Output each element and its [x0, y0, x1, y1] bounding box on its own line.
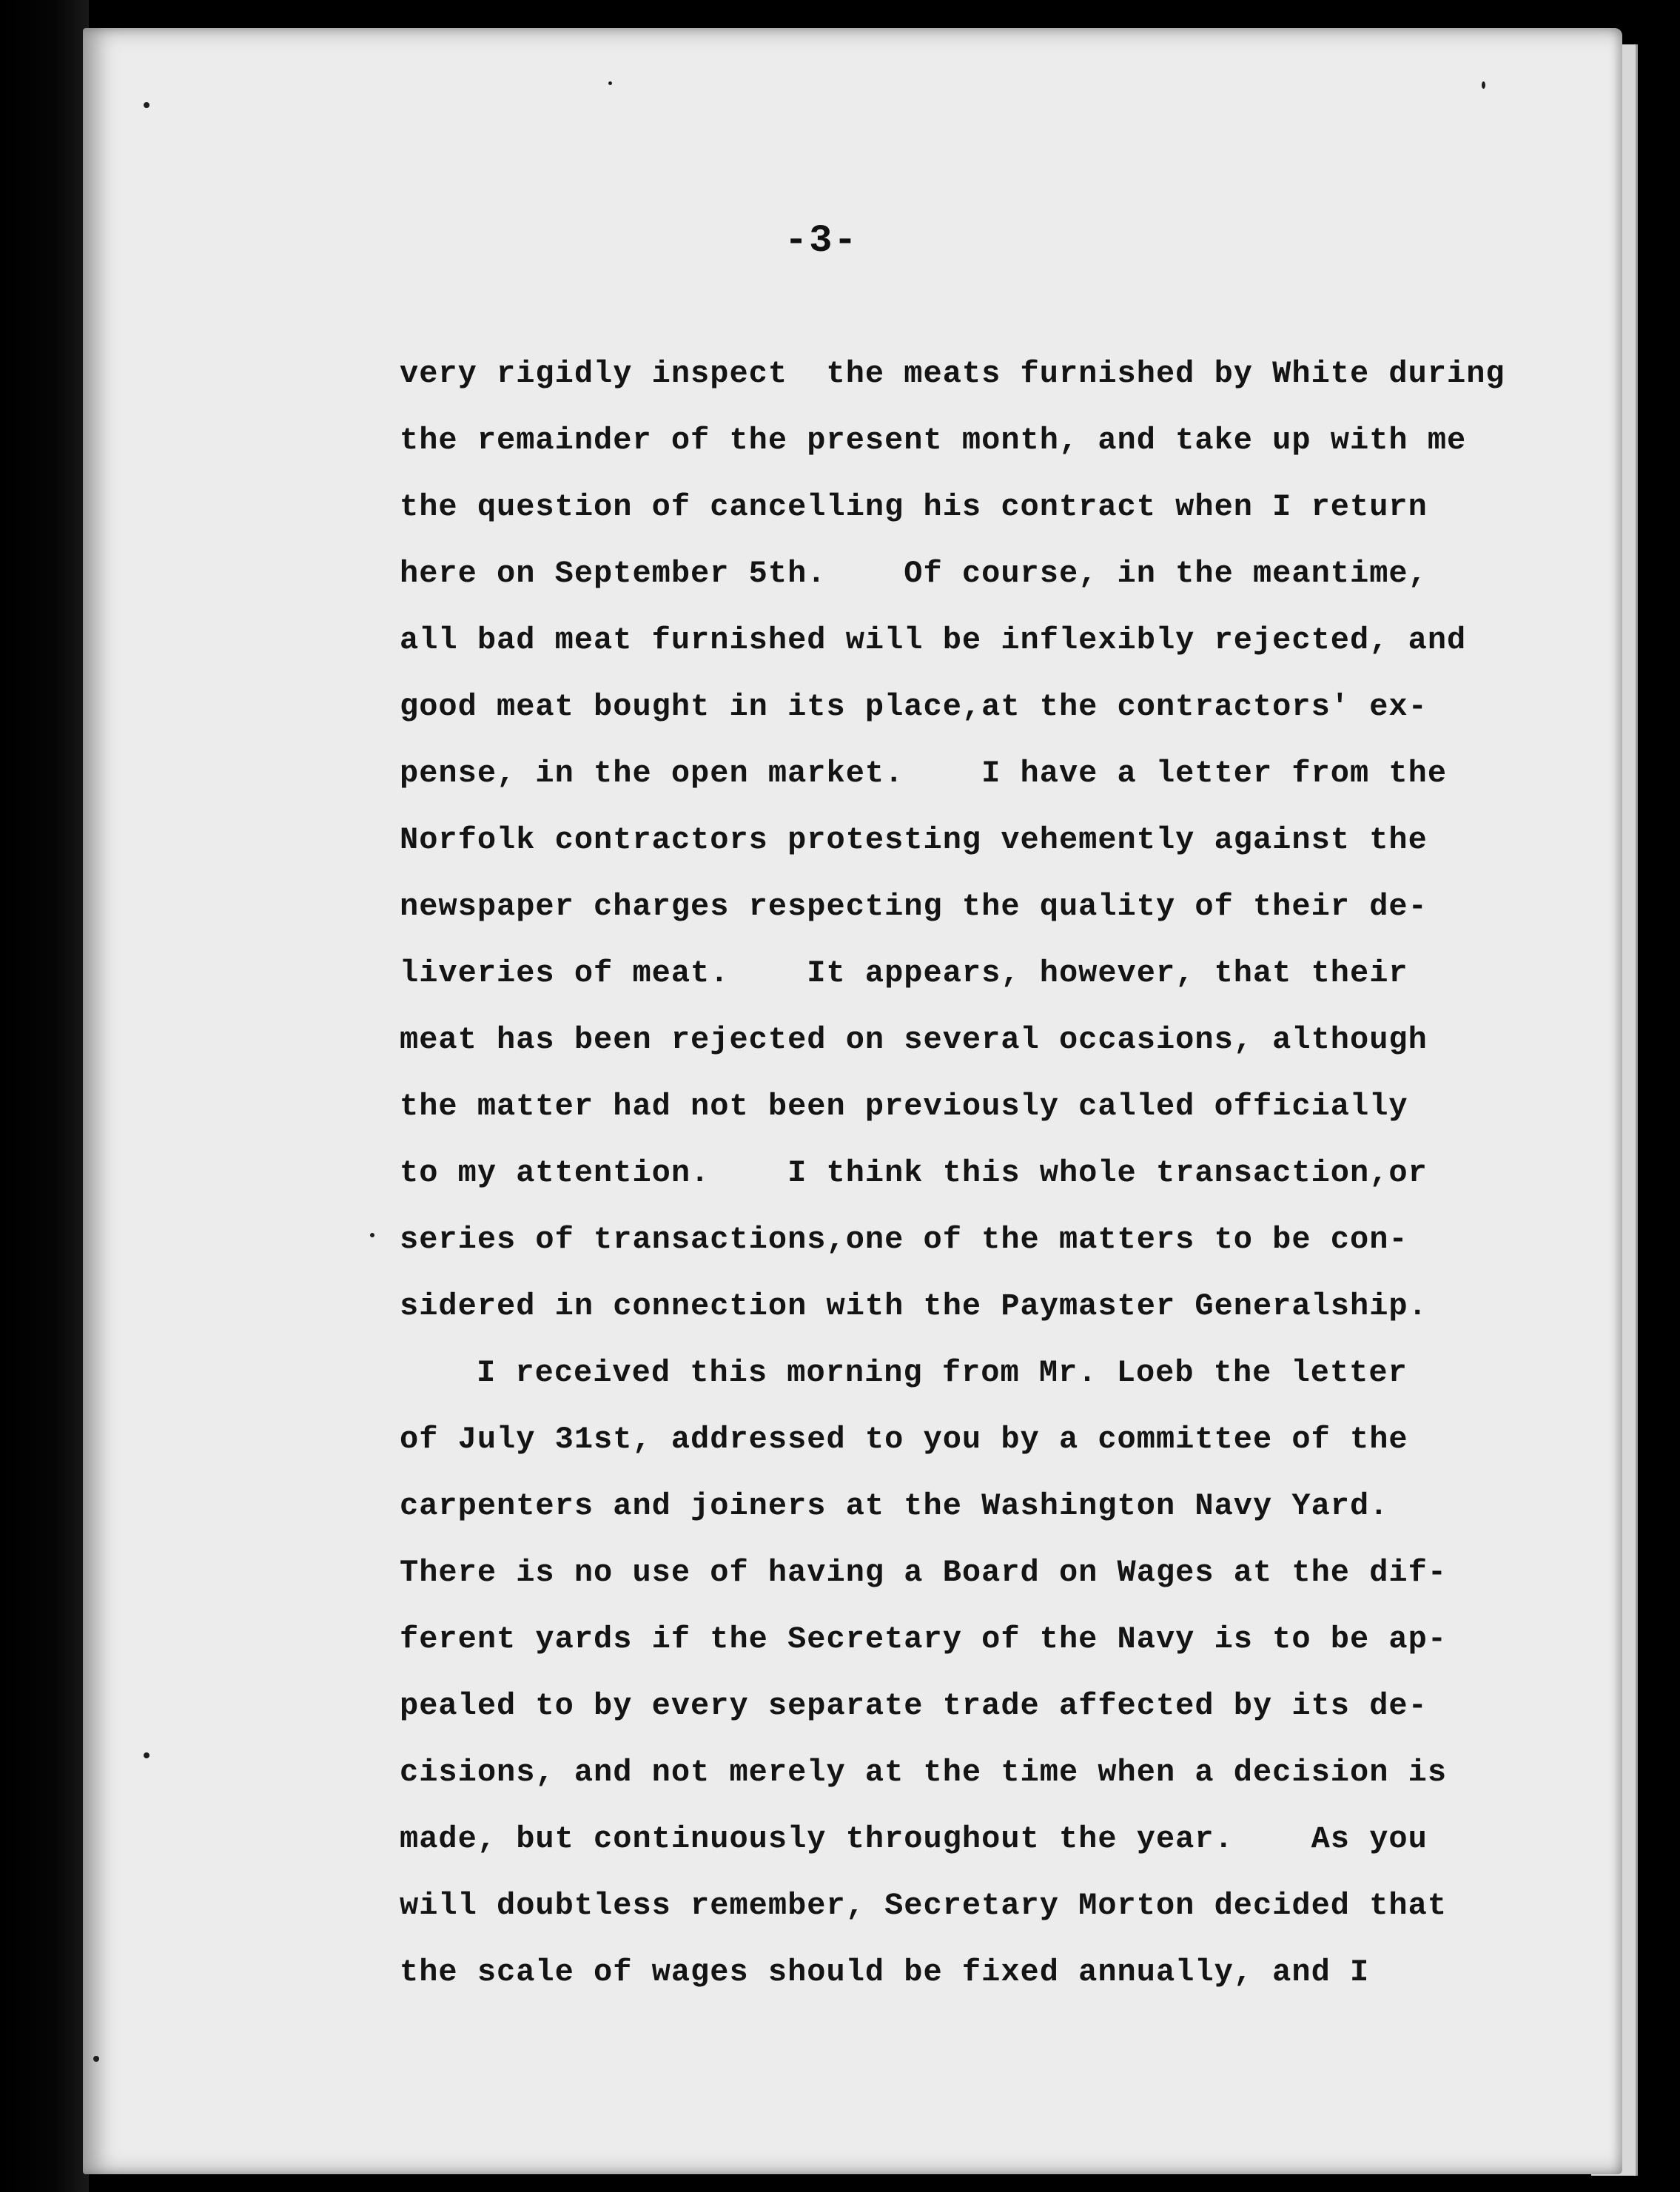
- paper-speck: [144, 1752, 149, 1758]
- paper-speck: [93, 2056, 99, 2062]
- text-line: the question of cancelling his contract when I return: [400, 489, 1428, 525]
- text-line: the scale of wages should be fixed annually, and I: [400, 1954, 1370, 1990]
- page-number: -3-: [784, 219, 859, 263]
- paper-speck: [370, 1233, 374, 1237]
- text-line: cisions, and not merely at the time when a decision is: [400, 1755, 1448, 1790]
- text-line: very rigidly inspect the meats furnished by White during: [400, 356, 1505, 391]
- paragraph-start-line: I received this morning from Mr. Loeb the letter: [477, 1355, 1408, 1391]
- paper-speck: [144, 102, 149, 108]
- text-line: will doubtless remember, Secretary Morton decided that: [400, 1888, 1448, 1923]
- text-line: liveries of meat. It appears, however, that their: [400, 955, 1408, 991]
- text-line: sidered in connection with the Paymaster Generalship.: [400, 1288, 1428, 1324]
- text-line: pealed to by every separate trade affected by its de-: [400, 1688, 1428, 1724]
- text-line: good meat bought in its place,at the contractors' ex-: [400, 689, 1428, 724]
- text-line: ferent yards if the Secretary of the Navy is to be ap-: [400, 1621, 1448, 1657]
- text-line: series of transactions,one of the matters to be con-: [400, 1222, 1408, 1257]
- text-line: meat has been rejected on several occasions, although: [400, 1022, 1428, 1058]
- text-line: of July 31st, addressed to you by a committee of the: [400, 1422, 1408, 1457]
- text-line: made, but continuously throughout the year. As you: [400, 1821, 1428, 1857]
- text-line: all bad meat furnished will be inflexibly rejected, and: [400, 622, 1467, 658]
- letter-body: [400, 340, 1539, 2006]
- text-line: here on September 5th. Of course, in the meantime,: [400, 556, 1428, 591]
- text-line: There is no use of having a Board on Wages at the dif-: [400, 1555, 1448, 1590]
- text-line: to my attention. I think this whole transaction,or: [400, 1155, 1428, 1191]
- text-line: newspaper charges respecting the quality of their de-: [400, 889, 1428, 924]
- scan-background-edge: [0, 0, 89, 2192]
- text-line: the remainder of the present month, and take up with me: [400, 423, 1467, 458]
- paper-speck: [608, 81, 612, 85]
- paper-speck: [1482, 81, 1485, 89]
- text-line: the matter had not been previously called officially: [400, 1089, 1408, 1124]
- text-line: pense, in the open market. I have a letter from the: [400, 756, 1448, 791]
- text-line: Norfolk contractors protesting vehemently against the: [400, 822, 1428, 858]
- text-line: carpenters and joiners at the Washington Navy Yard.: [400, 1488, 1389, 1524]
